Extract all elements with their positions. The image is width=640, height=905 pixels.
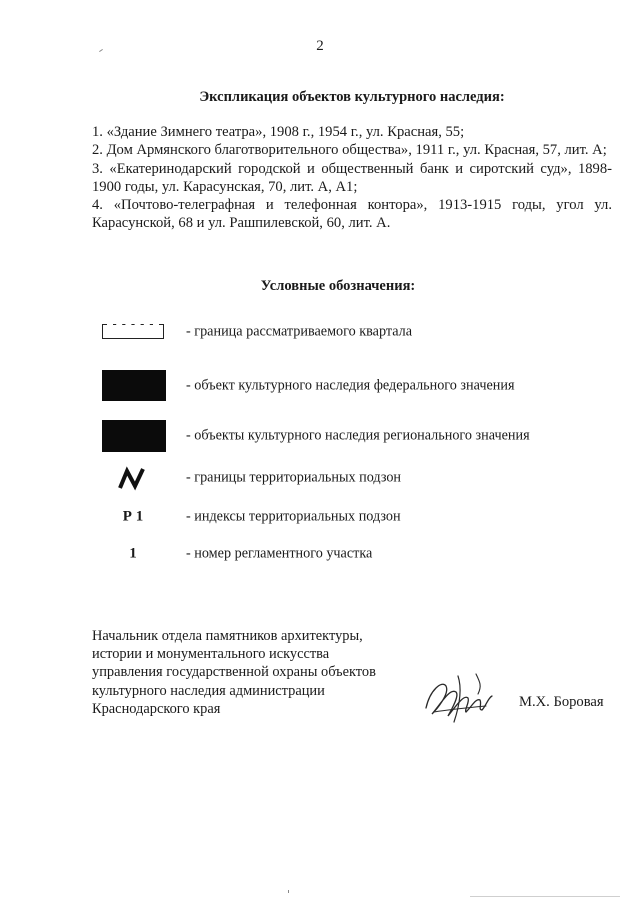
legend-row-regional-heritage (100, 420, 620, 452)
position-line: Краснодарского края (92, 700, 221, 717)
explication-item: 3. «Екатеринодарский городской и общественный банк и сиротский суд», 1898-1900 годы, ул. Карасунская, 70, лит. А, А1; (92, 160, 612, 195)
explication-heading: Экспликация объектов культурного наследия: (199, 89, 505, 105)
legend-row-plot-number (100, 540, 620, 568)
signer-name: М.Х. Боровая (519, 694, 604, 710)
federal-heritage-symbol (100, 370, 166, 401)
legend-text: - граница рассматриваемого квартала (186, 323, 413, 340)
legend-text: - объект культурного наследия федерального значения (186, 377, 515, 393)
position-line: управления государственной охраны объектов (92, 664, 376, 681)
regional-heritage-symbol (100, 420, 166, 452)
legend-text: - границы территориальных подзон (186, 469, 402, 486)
zigzag-icon (100, 462, 166, 494)
signatory-position (92, 627, 376, 718)
page-number: 2 (316, 38, 324, 54)
position-line: культурного наследия администрации (92, 682, 325, 699)
explication-item: 1. «Здание Зимнего театра», 1908 г., 1954 г., ул. Красная, 55; (92, 124, 465, 140)
scan-speck (470, 896, 620, 897)
plot-number-symbol: 1 (129, 545, 137, 562)
legend-row-quarter-boundary (100, 320, 620, 344)
dashed-boundary-symbol (100, 320, 166, 344)
legend-text: - объекты культурного наследия регионального значения (186, 427, 530, 444)
subzone-index-symbol: Р 1 (122, 508, 144, 525)
explication-item: 4. «Почтово-телеграфная и телефонная контора», 1913-1915 годы, угол ул. Карасунской, 68 и ул. Рашпилевской, 60, лит. А. (92, 197, 612, 232)
position-line: истории и монументального искусства (92, 646, 330, 663)
position-line: Начальник отдела памятников архитектуры, (92, 628, 363, 644)
handwritten-signature (420, 668, 510, 728)
legend-text: - индексы территориальных подзон (186, 508, 401, 525)
legend-row-subzone-boundaries (100, 462, 620, 494)
explication-list (92, 123, 612, 233)
scan-speck (288, 890, 289, 893)
legend-row-federal-heritage (100, 370, 620, 401)
legend-row-subzone-index (100, 503, 620, 531)
legend-heading: Условные обозначения: (260, 278, 416, 294)
explication-item: 2. Дом Армянского благотворительного общества», 1911 г., ул. Красная, 57, лит. А; (92, 142, 607, 159)
legend-text: - номер регламентного участка (186, 545, 373, 562)
